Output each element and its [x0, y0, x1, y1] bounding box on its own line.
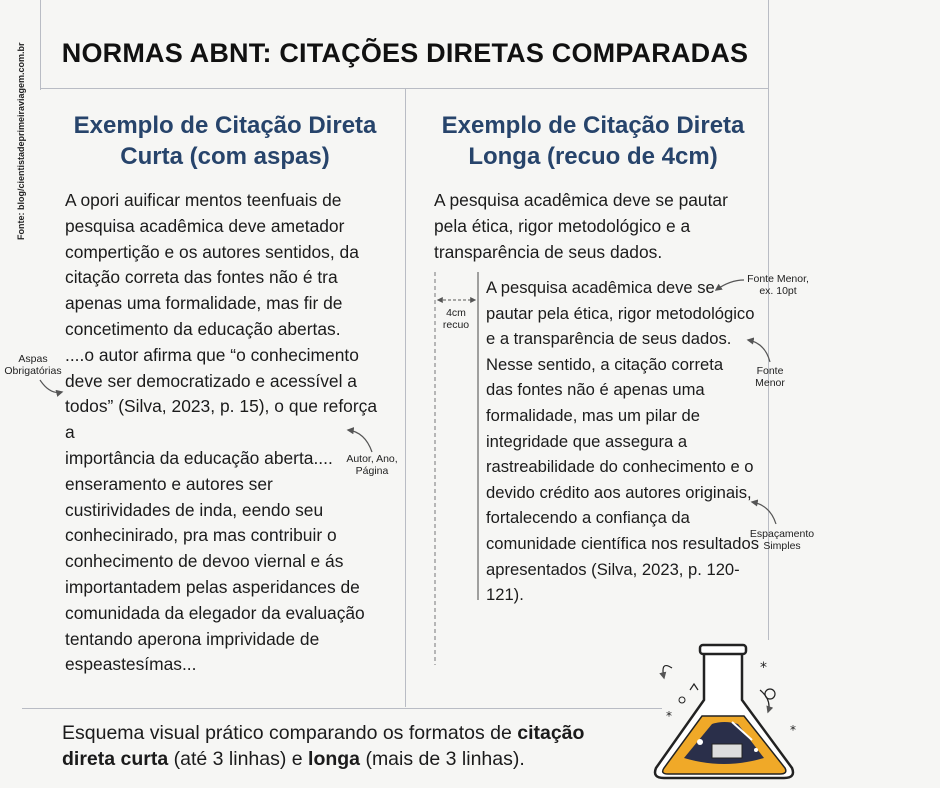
svg-text:*: *: [666, 709, 672, 723]
left-heading-line1: Exemplo de Citação Direta: [73, 112, 377, 139]
text-line: formalidade, mas um pilar de: [486, 405, 700, 425]
note-line: Aspas: [18, 353, 48, 365]
text-line: fortalecendo a confiança da: [486, 508, 690, 528]
text-line: transparência de seus dados.: [434, 241, 663, 262]
text-line: ....o autor afirma que “o conhecimento: [65, 344, 359, 365]
text-line: conhecinirado, pra mas contribuir o: [65, 525, 337, 546]
text-line: 121).: [486, 585, 524, 605]
text-line: citação correta das fontes não é tra: [65, 267, 338, 288]
text-line: custirividades de inda, eendo seu: [65, 499, 324, 520]
note-line: Fonte: [756, 365, 784, 377]
svg-text:*: *: [790, 723, 796, 737]
text-line: conhecimento de devoo viernal e ás: [65, 551, 344, 572]
curved-arrow-icon: [752, 502, 776, 524]
note-line: Menor: [755, 377, 785, 389]
note-line: Simples: [763, 540, 801, 552]
note-line: Obrigatórias: [4, 365, 62, 377]
text-line: pela ética, rigor metodológico e a: [434, 215, 691, 236]
text-line: comunidade científica nos resultados: [486, 533, 760, 553]
text-line: A pesquisa acadêmica deve se pautar: [434, 190, 728, 210]
source-credit: Fonte: blog/cientistadeprimeiraviagem.com.br: [16, 42, 26, 240]
text-line: apresentados (Silva, 2023, p. 120-: [486, 559, 740, 579]
text-line: pautar pela ética, rigor metodológico: [486, 303, 755, 323]
text-line: importantadem pelas asperidances de: [65, 576, 360, 597]
caption-bold-longa: longa: [308, 748, 361, 770]
text-line: integridade que assegura a: [486, 431, 688, 451]
text-line: todos” (Silva, 2023, p. 15), o que reforça a: [65, 396, 377, 443]
text-line: enseramento e autores ser: [65, 473, 273, 494]
text-line: das fontes não é apenas uma: [486, 380, 705, 400]
curved-arrow-icon: [40, 380, 62, 393]
note-line: Fonte Menor,: [747, 273, 809, 285]
text-line: deve ser democratizado e acessível a: [65, 370, 357, 391]
caption-text: (mais de 3 linhas).: [360, 748, 525, 770]
text-line: pesquisa acadêmica deve ametador: [65, 215, 345, 236]
text-line: tentando aperona imprividade de: [65, 628, 320, 649]
note-line: recuo: [442, 319, 470, 331]
note-line: Página: [355, 465, 389, 477]
right-heading-line1: Exemplo de Citação Direta: [441, 112, 745, 139]
note-line: Espaçamento: [749, 528, 815, 540]
text-line: compertição e os autores sentidos, da: [65, 241, 359, 262]
text-line: devido crédito aos autores originais,: [486, 482, 752, 502]
left-heading-line2: Curta (com aspas): [120, 143, 330, 170]
svg-text:*: *: [760, 660, 767, 676]
text-line: A opori auificar mentos teenfuais de: [65, 190, 342, 210]
text-line: concetimento da educação abertas.: [65, 318, 341, 339]
right-heading-line2: Longa (recuo de 4cm): [468, 143, 718, 170]
curved-arrow-icon: [748, 340, 770, 362]
note-line: ex. 10pt: [759, 285, 797, 297]
curved-arrow-icon: [716, 280, 744, 290]
caption-text: Esquema visual prático comparando os formatos de: [62, 722, 518, 744]
text-line: e a transparência de seus dados.: [486, 329, 732, 349]
text-line: rastreabilidade do conhecimento e o: [486, 457, 754, 477]
text-line: comunidada da elegador da evaluação: [65, 602, 365, 623]
curved-arrow-icon: [348, 430, 372, 452]
note-line: 4cm: [446, 307, 466, 319]
text-line: importância da educação aberta....: [65, 447, 333, 468]
text-line: Nesse sentido, a citação correta: [486, 354, 724, 374]
science-flask-icon: [655, 645, 796, 778]
caption-text: (até 3 linhas) e: [168, 748, 309, 770]
text-line: A pesquisa acadêmica deve se: [486, 278, 715, 297]
text-line: espeastesímas...: [65, 654, 197, 675]
caption-bold-curta: citação direta curta: [62, 722, 585, 770]
note-line: Autor, Ano,: [346, 453, 398, 465]
text-line: apenas uma formalidade, mas fir de: [65, 293, 343, 314]
page-title: NORMAS ABNT: CITAÇÕES DIRETAS COMPARADAS: [61, 38, 749, 68]
